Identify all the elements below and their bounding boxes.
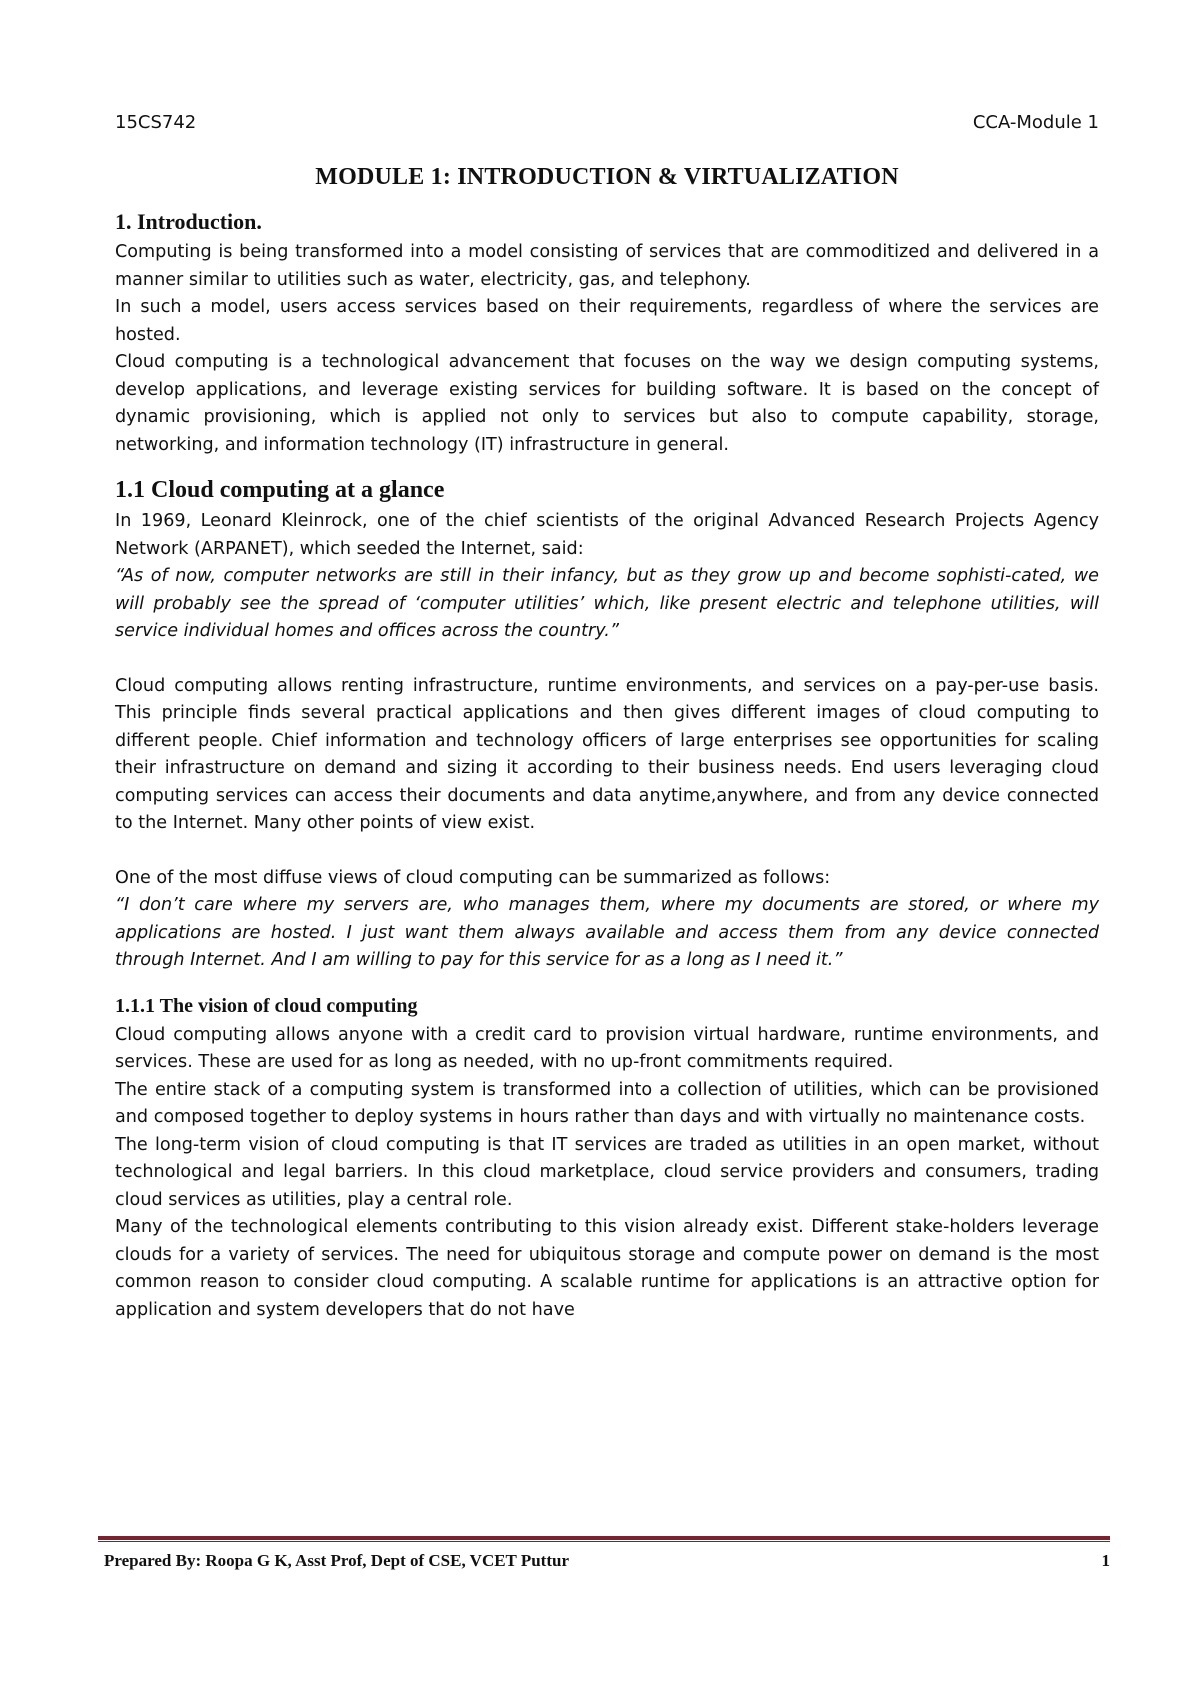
paragraph: The long-term vision of cloud computing is that IT services are traded as utilities in an open market, without technological and legal barriers. In this cloud marketplace, cloud service providers and consumers, trading cloud services as utilities, play a central role. xyxy=(115,1134,1099,1210)
paragraph: In 1969, Leonard Kleinrock, one of the chief scientists of the original Advanced Research Projects Agency Network (ARPANET), which seeded the Internet, said: xyxy=(115,511,1099,559)
paragraph: Many of the technological elements contributing to this vision already exist. Different stake-holders leverage clouds for a variety of services. The need for ubiquitous storage and compute power on demand is the most common reason to consider cloud computing. A scalable runtime for applications is an attractive option for application and system developers that do not have xyxy=(115,1217,1099,1320)
spacer xyxy=(115,646,1099,673)
footer-divider-thin xyxy=(98,1541,1110,1542)
prepared-by: Prepared By: Roopa G K, Asst Prof, Dept of CSE, VCET Puttur xyxy=(104,1551,570,1570)
section-heading-introduction: 1. Introduction. xyxy=(115,209,262,234)
paragraph: Cloud computing allows renting infrastructure, runtime environments, and services on a pay-per-use basis. This principle finds several practical applications and then gives different images of cloud computing to different people. Chief information and technology officers of large enterprises see opportunities for scaling their infrastructure on demand and sizing it according to their business needs. End users leveraging cloud computing services can access their documents and data anytime,anywhere, and from any device connected to the Internet. Many other points of view exist. xyxy=(115,675,1099,833)
diffuse-view-quote: “I don’t care where my servers are, who manages them, where my documents are stored, or where my applications are hosted. I just want them always available and access them from any device connected through Internet. And I am willing to pay for this service for as a long as I need it.” xyxy=(115,895,1099,970)
course-code: 15CS742 xyxy=(115,112,197,133)
kleinrock-quote: “As of now, computer networks are still in their infancy, but as they grow up and become sophisti-cated, we will probably see the spread of ‘computer utilities’ which, like present electric and telephone utilities, will service individual homes and offices across the country.” xyxy=(115,566,1099,641)
page-header xyxy=(115,112,1099,142)
page-number: 1 xyxy=(1101,1551,1110,1570)
footer-divider xyxy=(98,1536,1110,1540)
page-title: MODULE 1: INTRODUCTION & VIRTUALIZATION xyxy=(315,164,899,190)
paragraph: Cloud computing allows anyone with a credit card to provision virtual hardware, runtime environments, and services. These are used for as long as needed, with no up-front commitments required. xyxy=(115,1024,1099,1072)
module-label: CCA-Module 1 xyxy=(972,112,1099,133)
paragraph: In such a model, users access services based on their requirements, regardless of where the services are hosted. xyxy=(115,297,1099,345)
paragraph: Computing is being transformed into a model consisting of services that are commoditized and delivered in a manner similar to utilities such as water, electricity, gas, and telephony. xyxy=(115,242,1099,290)
paragraph: The entire stack of a computing system is transformed into a collection of utilities, which can be provisioned and composed together to deploy systems in hours rather than days and with virtually no maintenance costs. xyxy=(115,1079,1099,1127)
paragraph: One of the most diffuse views of cloud computing can be summarized as follows: xyxy=(115,867,831,888)
section-heading-cloud-at-a-glance: 1.1 Cloud computing at a glance xyxy=(115,477,445,503)
page-footer xyxy=(104,1551,1110,1571)
spacer xyxy=(115,838,1099,865)
paragraph: Cloud computing is a technological advancement that focuses on the way we design computing systems, develop applications, and leverage existing services for building software. It is based on the concept of dynamic provisioning, which is applied not only to services but also to compute capability, storage, networking, and information technology (IT) infrastructure in general. xyxy=(115,352,1099,455)
section-heading-vision: 1.1.1 The vision of cloud computing xyxy=(115,994,418,1017)
document-page xyxy=(115,112,1099,1324)
